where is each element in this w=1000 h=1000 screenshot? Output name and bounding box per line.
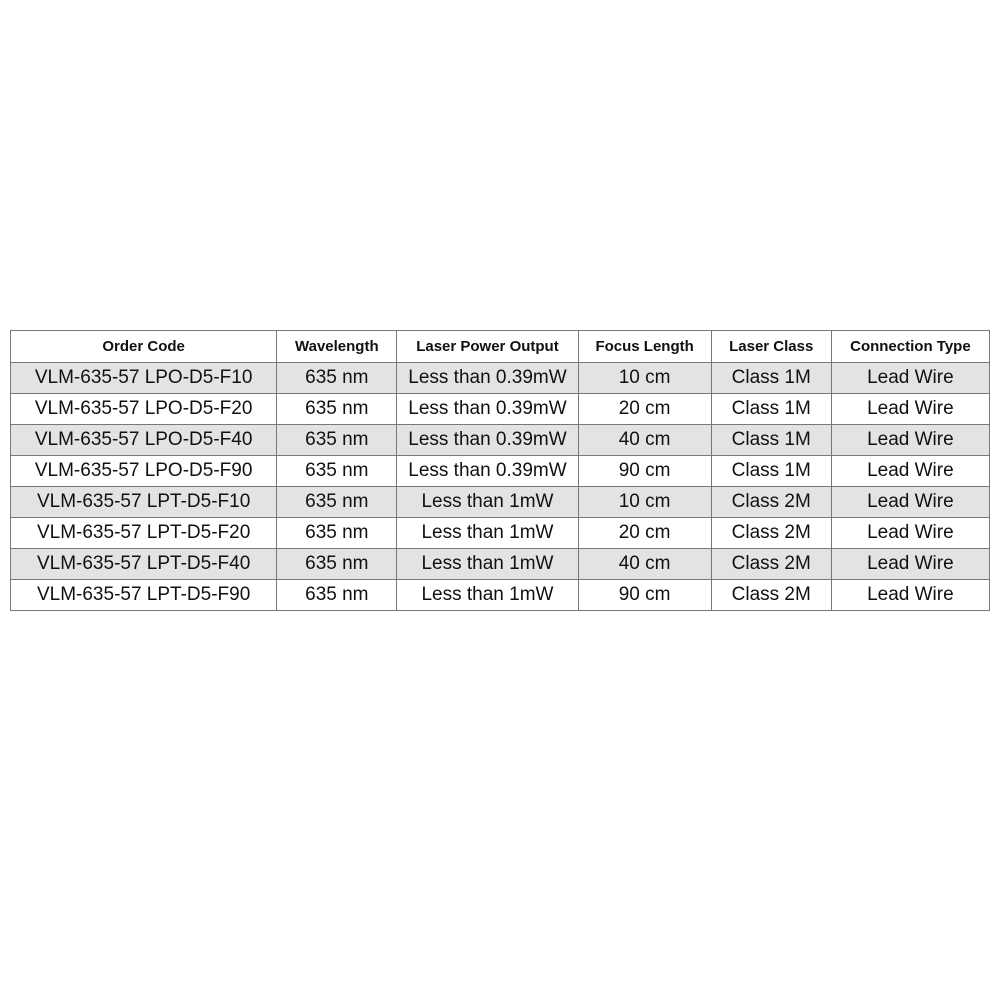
focus-length-cell: 90 cm — [578, 580, 711, 611]
header-wavelength: Wavelength — [277, 331, 397, 363]
table-row — [11, 425, 990, 456]
wavelength-cell: 635 nm — [277, 518, 397, 549]
table-row — [11, 580, 990, 611]
order-code-cell: VLM-635-57 LPT-D5-F10 — [11, 487, 277, 518]
laser-power-cell: Less than 1mW — [397, 549, 578, 580]
table-row — [11, 518, 990, 549]
laser-power-cell: Less than 1mW — [397, 487, 578, 518]
laser-class-cell: Class 1M — [711, 425, 831, 456]
laser-power-cell: Less than 0.39mW — [397, 394, 578, 425]
header-laser-power-output: Laser Power Output — [397, 331, 578, 363]
wavelength-cell: 635 nm — [277, 456, 397, 487]
order-code-cell: VLM-635-57 LPT-D5-F40 — [11, 549, 277, 580]
laser-power-cell: Less than 1mW — [397, 518, 578, 549]
connection-type-cell: Lead Wire — [831, 425, 989, 456]
laser-power-cell: Less than 0.39mW — [397, 425, 578, 456]
wavelength-cell: 635 nm — [277, 549, 397, 580]
laser-class-cell: Class 2M — [711, 518, 831, 549]
laser-class-cell: Class 1M — [711, 456, 831, 487]
order-code-cell: VLM-635-57 LPT-D5-F20 — [11, 518, 277, 549]
laser-power-cell: Less than 0.39mW — [397, 456, 578, 487]
laser-class-cell: Class 2M — [711, 580, 831, 611]
table-row — [11, 456, 990, 487]
laser-power-cell: Less than 1mW — [397, 580, 578, 611]
table-row — [11, 487, 990, 518]
focus-length-cell: 10 cm — [578, 487, 711, 518]
header-laser-class: Laser Class — [711, 331, 831, 363]
order-code-cell: VLM-635-57 LPO-D5-F10 — [11, 363, 277, 394]
connection-type-cell: Lead Wire — [831, 394, 989, 425]
focus-length-cell: 10 cm — [578, 363, 711, 394]
laser-power-cell: Less than 0.39mW — [397, 363, 578, 394]
header-focus-length: Focus Length — [578, 331, 711, 363]
connection-type-cell: Lead Wire — [831, 456, 989, 487]
connection-type-cell: Lead Wire — [831, 363, 989, 394]
order-code-cell: VLM-635-57 LPT-D5-F90 — [11, 580, 277, 611]
focus-length-cell: 20 cm — [578, 518, 711, 549]
connection-type-cell: Lead Wire — [831, 580, 989, 611]
wavelength-cell: 635 nm — [277, 394, 397, 425]
table-row — [11, 363, 990, 394]
wavelength-cell: 635 nm — [277, 363, 397, 394]
laser-class-cell: Class 2M — [711, 549, 831, 580]
wavelength-cell: 635 nm — [277, 487, 397, 518]
header-connection-type: Connection Type — [831, 331, 989, 363]
focus-length-cell: 90 cm — [578, 456, 711, 487]
connection-type-cell: Lead Wire — [831, 518, 989, 549]
table-header-row — [11, 331, 990, 363]
table-row — [11, 394, 990, 425]
table-row — [11, 549, 990, 580]
focus-length-cell: 40 cm — [578, 425, 711, 456]
order-code-cell: VLM-635-57 LPO-D5-F40 — [11, 425, 277, 456]
focus-length-cell: 20 cm — [578, 394, 711, 425]
laser-class-cell: Class 1M — [711, 363, 831, 394]
wavelength-cell: 635 nm — [277, 580, 397, 611]
order-code-cell: VLM-635-57 LPO-D5-F90 — [11, 456, 277, 487]
laser-class-cell: Class 2M — [711, 487, 831, 518]
header-order-code: Order Code — [11, 331, 277, 363]
wavelength-cell: 635 nm — [277, 425, 397, 456]
order-code-cell: VLM-635-57 LPO-D5-F20 — [11, 394, 277, 425]
focus-length-cell: 40 cm — [578, 549, 711, 580]
spec-table — [10, 330, 990, 611]
connection-type-cell: Lead Wire — [831, 487, 989, 518]
laser-class-cell: Class 1M — [711, 394, 831, 425]
connection-type-cell: Lead Wire — [831, 549, 989, 580]
